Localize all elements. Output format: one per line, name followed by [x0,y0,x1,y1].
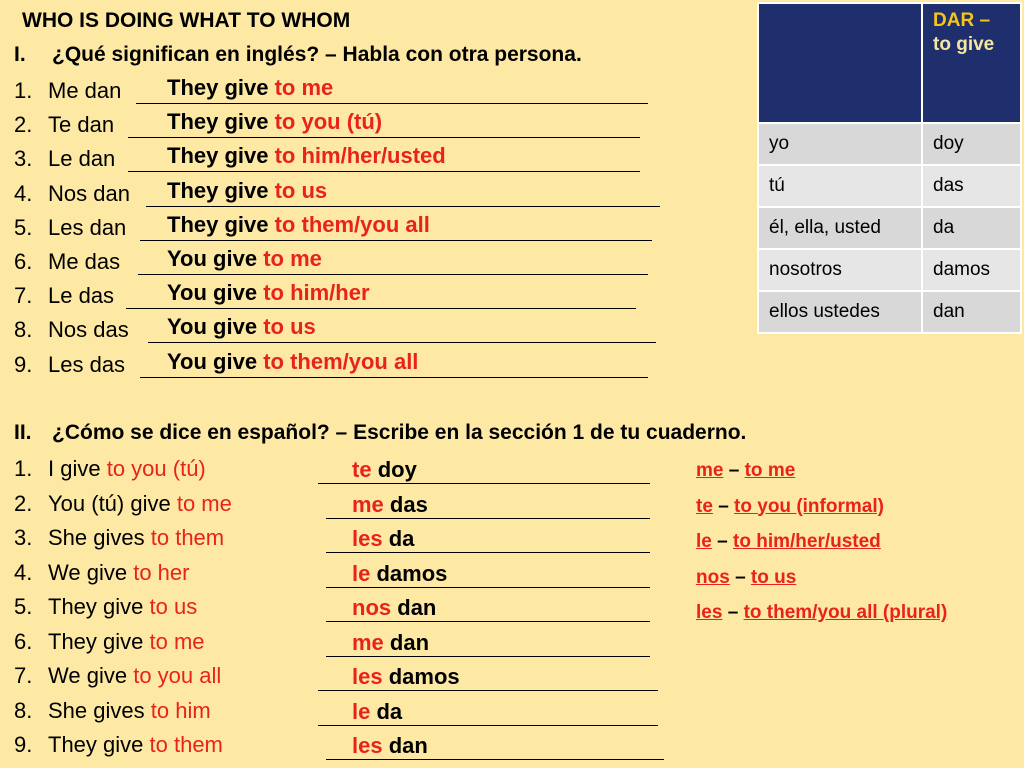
dar-header-empty-cell [758,3,922,123]
dar-header-cell [922,3,1021,123]
dar-table-header [758,3,1021,123]
dar-row [758,291,1021,333]
answer-underline [326,518,650,519]
answer-object: to you (tú) [274,109,383,135]
answer-pronoun: me [352,491,384,517]
section2-answer [352,664,460,690]
answer-verb: doy [377,457,417,482]
answer-object: to me [274,75,334,100]
answer-underline [136,103,648,104]
answer-subject: You give [167,348,258,374]
answer-underline [148,342,656,343]
dar-form: doy [922,123,1021,165]
section2-numeral: II. [14,421,32,444]
answer-underline [326,587,650,588]
worksheet-title: WHO IS DOING WHAT TO WHOM [22,9,351,32]
prompt-object: to me [149,628,205,654]
section1-answer [167,246,322,272]
prompt-object: to you (tú) [106,456,206,481]
answer-verb: dan [397,595,437,620]
prompt-object: to you all [133,663,222,688]
answer-pronoun: les [352,526,383,551]
key-pronoun: le [696,531,712,552]
section1-item-phrase: Le das [48,283,115,309]
key-meaning: to him/her/usted [733,531,881,552]
answer-underline [326,552,650,553]
section1-answer [167,109,382,135]
section1-item-number: 4. [14,180,33,206]
pronoun-key-item [696,567,796,589]
answer-subject: You give [167,246,258,271]
dar-header-meaning: to give [933,34,995,55]
answer-underline [318,690,658,691]
prompt-object: to us [149,594,198,619]
section1-answer [167,178,327,204]
prompt-subject: They give [48,732,144,757]
section1-item-number: 8. [14,317,33,343]
answer-verb: dan [388,733,428,758]
section2-answer [352,457,417,483]
prompt-subject: They give [48,594,144,619]
section2-heading: ¿Cómo se dice en español? – Escribe en la sección 1 de tu cuaderno. [52,421,747,444]
key-dash: – [717,531,728,552]
answer-underline [128,137,640,138]
section1-item-phrase: Te dan [48,112,115,138]
prompt-subject: We give [48,559,128,585]
answer-pronoun: les [352,664,383,689]
key-meaning: to me [744,460,796,481]
dar-row [758,207,1021,249]
section1-item-phrase: Les das [48,351,126,377]
key-pronoun: me [696,460,724,481]
section1-answer [167,314,316,340]
section2-answer [352,699,402,725]
answer-underline [318,725,658,726]
key-meaning: to you (informal) [734,495,884,517]
answer-object: to them/you all [263,348,419,374]
key-pronoun: nos [696,566,730,588]
section2-item-number: 9. [14,732,33,757]
answer-subject: They give [167,109,269,135]
section1-answer [167,143,446,169]
section2-answer [352,526,414,552]
key-dash: – [735,566,746,588]
key-dash: – [728,460,740,481]
pronoun-key-item [696,460,795,482]
section2-answer [352,595,436,621]
dar-form: da [922,207,1021,249]
section1-item-number: 7. [14,283,33,309]
answer-underline [326,656,650,657]
answer-underline [326,759,664,760]
key-meaning: to them/you all (plural) [743,602,948,623]
dar-subject: yo [758,123,922,165]
section1-item-number: 3. [14,146,33,172]
prompt-subject: You (tú) give [48,490,171,516]
dar-form: dan [922,291,1021,333]
dar-row [758,249,1021,291]
section1-item-number: 6. [14,249,33,274]
prompt-object: to me [176,490,232,516]
section1-numeral: I. [14,43,26,66]
answer-underline [138,274,648,275]
section2-prompt [48,629,205,655]
section2-prompt [48,594,197,620]
prompt-subject: They give [48,628,144,654]
answer-object: to me [263,246,322,271]
prompt-subject: She gives [48,525,145,550]
key-dash: – [727,602,739,623]
section1-answer [167,349,418,375]
answer-object: to us [263,314,316,340]
answer-pronoun: me [352,629,384,655]
answer-object: to him/her [263,280,370,306]
prompt-subject: I give [48,456,101,481]
dar-subject: tú [758,165,922,207]
section2-answer [352,561,447,587]
section1-item-number: 5. [14,214,33,240]
section2-item-number: 4. [14,559,33,585]
dar-conjugation-table [757,2,1022,334]
key-pronoun: les [696,602,723,623]
dar-subject: él, ella, usted [758,207,922,249]
answer-object: to him/her/usted [274,143,446,169]
dar-row [758,165,1021,207]
answer-pronoun: te [352,457,372,482]
section1-answer [167,212,430,238]
section2-answer [352,630,429,656]
section1-item-phrase: Les dan [48,214,127,240]
section2-item-number: 8. [14,697,33,723]
section2-answer [352,733,428,759]
section2-item-number: 1. [14,456,33,481]
answer-underline [128,171,640,172]
section2-item-number: 7. [14,663,33,688]
answer-subject: They give [167,177,269,203]
prompt-subject: She gives [48,697,145,723]
answer-underline [318,483,650,484]
dar-form: damos [922,249,1021,291]
answer-underline [326,621,650,622]
answer-pronoun: nos [352,595,392,620]
section2-prompt [48,525,224,551]
section1-item-phrase: Nos dan [48,180,130,206]
answer-subject: You give [167,314,258,340]
answer-underline [126,308,636,309]
section1-item-phrase: Le dan [48,146,116,172]
section2-prompt [48,456,206,482]
section1-item-number: 1. [14,78,33,103]
key-pronoun: te [696,495,713,517]
prompt-object: to them [150,525,225,550]
prompt-subject: We give [48,663,128,688]
section2-prompt [48,491,232,517]
section1-item-number: 9. [14,351,33,377]
answer-underline [140,377,648,378]
prompt-object: to him [150,697,211,723]
dar-header-verb: DAR – [933,10,991,31]
section1-item-phrase: Me das [48,249,121,274]
answer-subject: They give [167,75,269,100]
answer-underline [146,206,660,207]
section1-answer [167,280,370,306]
section1-item-phrase: Me dan [48,78,122,103]
section2-item-number: 6. [14,628,33,654]
section1-answer [167,75,333,101]
answer-object: to us [274,177,328,203]
key-dash: – [718,495,729,517]
answer-subject: They give [167,211,269,237]
section2-prompt [48,698,211,724]
section2-item-number: 3. [14,525,33,550]
dar-row [758,123,1021,165]
pronoun-key-item [696,531,881,553]
section2-prompt [48,663,221,689]
section1-item-phrase: Nos das [48,317,129,343]
answer-verb: damos [388,664,460,689]
dar-subject: nosotros [758,249,922,291]
section1-heading: ¿Qué significan en inglés? – Habla con otra persona. [52,43,582,66]
answer-pronoun: le [352,560,371,586]
section2-item-number: 2. [14,490,33,516]
section2-prompt [48,560,189,586]
answer-object: to them/you all [274,211,430,237]
section2-item-number: 5. [14,594,33,619]
section1-item-number: 2. [14,112,33,138]
section2-answer [352,492,428,518]
dar-subject: ellos ustedes [758,291,922,333]
answer-pronoun: le [352,698,371,724]
answer-verb: da [388,526,415,551]
answer-verb: damos [376,560,448,586]
section2-prompt [48,732,223,758]
answer-verb: das [389,491,428,517]
answer-verb: da [376,698,403,724]
pronoun-key-item [696,496,884,518]
prompt-object: to them [149,732,223,757]
dar-form: das [922,165,1021,207]
pronoun-key-item [696,602,947,624]
answer-verb: dan [389,629,430,655]
prompt-object: to her [133,559,190,585]
answer-subject: They give [167,143,269,169]
answer-underline [140,240,652,241]
answer-subject: You give [167,280,258,306]
key-meaning: to us [750,566,797,588]
answer-pronoun: les [352,733,383,758]
